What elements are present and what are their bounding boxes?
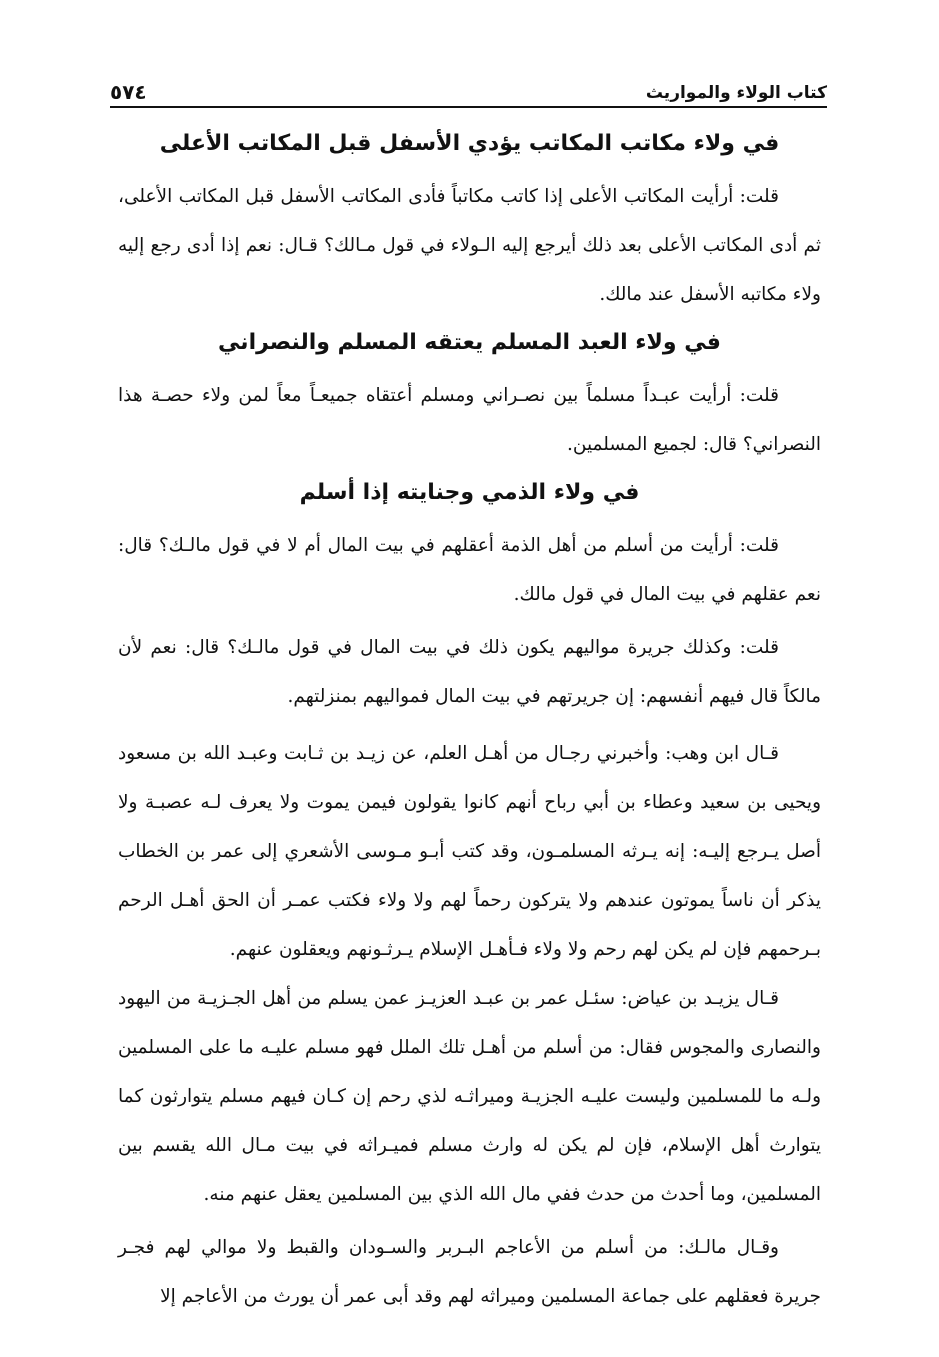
running-header xyxy=(110,62,827,108)
running-title: كتاب الولاء والمواريث xyxy=(645,83,827,103)
page-number: ٥٧٤ xyxy=(110,80,147,104)
paragraph: قـال ابن وهب: وأخبرني رجـال من أهـل العلم، عن زيـد بن ثـابت وعبـد الله بن مسعود ويحيى بن سعيد وعطاء بن أبي رباح أنهم كانوا يقولون فيمن يموت ولا يعرف لـه عصبـة ولا أصل يـرجع إليـه: إنه يـرثه المسلمـون، وقد كتب أبـو مـوسى الأشعري إلى عمر بن الخطاب يذكر أن ناساً يموتون عندهم ولا يتركون رحماً لهم ولا ولاء فكتب عمـر أن الحق أهـل الرحم بـرحمهم فإن لم يكن لهم رحم ولا ولاء فـأهـل الإسلام يـرثـونهم ويعقلون عنهم. xyxy=(118,742,821,960)
section-heading-dhimmi: في ولاء الذمي وجنايته إذا أسلم xyxy=(299,479,640,505)
paragraph: وقـال مالـك: من أسلم من الأعاجم البـربر والسـودان والقبط ولا موالي لهم فجـر جريرة فعقلهم على جماعة المسلمين وميراثه لهم وقد أبى عمر أن يورث من الأعاجم إلا xyxy=(118,1236,821,1307)
section-heading-mukatab: في ولاء مكاتب المكاتب يؤدي الأسفل قبل المكاتب الأعلى xyxy=(159,131,780,156)
paragraph: قلت: أرأيت من أسلم من أهل الذمة أعقلهم في بيت المال أم لا في قول مالـك؟ قال: نعم عقلهم في بيت المال في قول مالك. xyxy=(118,534,821,605)
section-heading-muslim-slave: في ولاء العبد المسلم يعتقه المسلم والنصراني xyxy=(218,329,721,355)
paragraph: قلت: وكذلك جريرة مواليهم يكون ذلك في بيت المال في قول مالـك؟ قال: نعم لأن مالكاً قال فيهم أنفسهم: إن جريرتهم في بيت المال فمواليهم بمنزلتهم. xyxy=(118,636,821,707)
paragraph: قـال يزيـد بن عياض: سئـل عمر بن عبـد العزيـز عمن يسلم من أهل الجـزيـة من اليهود والنصارى والمجوس فقال: من أسلم من أهـل تلك الملل فهو مسلم عليـه ما على المسلمين ولـه ما للمسلمين وليست عليـه الجزيـة وميراثـه لذي رحم إن كـان فيهم مسلم يتوارثون كما يتوارث أهل الإسلام، فإن لم يكن له وارث مسلم فميـراثه في بيت مـال الله يقسم بين المسلمين، وما أحدث من حدث ففي مال الله الذي بين المسلمين يعقل عنهم منه. xyxy=(118,987,821,1205)
paragraph: قلت: أرأيت عبـداً مسلماً بين نصـراني ومسلم أعتقاه جميعـاً معاً لمن ولاء حصـة هذا النصراني؟ قال: لجميع المسلمين. xyxy=(118,384,821,455)
paragraph: قلت: أرأيت المكاتب الأعلى إذا كاتب مكاتباً فأدى المكاتب الأسفل قبل المكاتب الأعلى، ثم أدى المكاتب الأعلى بعد ذلك أيرجع إليه الـولاء في قول مـالك؟ قـال: نعم إذا أدى رجع إليه ولاء مكاتبه الأسفل عند مالك. xyxy=(118,185,821,305)
page-body xyxy=(118,128,821,1321)
